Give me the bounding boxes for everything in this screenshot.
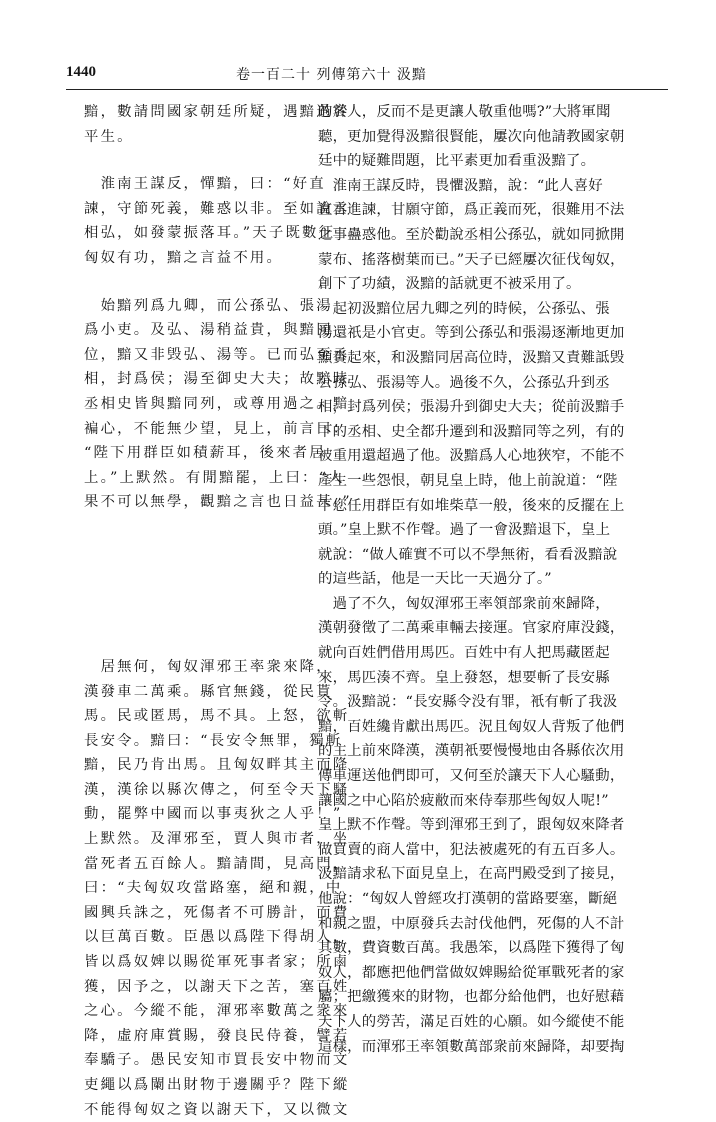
translation-line: 天下人的勞苦，滿足百姓的心願。如今縱使不能 bbox=[318, 1013, 625, 1030]
classical-line: 漢，漢徐以縣次傳之，何至令天下騷 bbox=[84, 781, 350, 798]
classical-line: 曰：“夫匈奴攻當路塞，絕和親，中 bbox=[84, 880, 343, 897]
classical-line: 黯，民乃肯出馬。且匈奴畔其主而降 bbox=[84, 757, 350, 774]
translation-line: 的主上前來降漢，漢朝衹要慢慢地由各縣依次用 bbox=[318, 743, 625, 760]
translation-line: 屬；把繳獲來的財物，也都分給他們，也好慰藉 bbox=[318, 989, 625, 1006]
classical-line: 褊心，不能無少望，見上，前言曰： bbox=[84, 420, 350, 437]
classical-line: 淮南王謀反，憚黯，曰：“好直 bbox=[84, 176, 326, 193]
classical-line: 奉驕子。愚民安知市買長安中物而文 bbox=[84, 1052, 350, 1069]
translation-line: 創下了功績，汲黯的話就更不被采用了。 bbox=[318, 276, 581, 293]
classical-paragraph bbox=[84, 172, 350, 270]
translation-paragraph bbox=[318, 100, 668, 174]
classical-line: 當死者五百餘人。黯請間，見高門， bbox=[84, 855, 350, 872]
classical-line: 皆以爲奴婢以賜從軍死事者家；所鹵 bbox=[84, 954, 350, 971]
translation-paragraph bbox=[318, 592, 668, 1059]
translation-paragraph bbox=[318, 174, 668, 297]
translation-line: 奴人，都應把他們當做奴婢賜給從軍戰死者的家 bbox=[318, 964, 625, 981]
classical-line: 獲，因予之，以謝天下之苦，塞百姓 bbox=[84, 978, 350, 995]
translation-line: 直言進諫，甘願守節，爲正義而死，很難用不法 bbox=[318, 202, 625, 219]
translation-line: 就說：“做人確實不可以不學無術，看看汲黯說 bbox=[318, 546, 618, 563]
classical-line: 丞相史皆與黯同列，或尊用過之。黯 bbox=[84, 395, 350, 412]
translation-line: 廷中的疑難問題，比平素更加看重汲黯了。 bbox=[318, 153, 596, 170]
translation-paragraph bbox=[318, 297, 668, 592]
classical-line: 匈奴有功，黯之言益不用。 bbox=[84, 249, 284, 266]
translation-line: 做買賣的商人當中，犯法被處死的有五百多人。 bbox=[318, 841, 625, 858]
translation-line: 頭。”皇上默不作聲。過了一會汲黯退下，皇上 bbox=[318, 522, 611, 539]
classical-line: 長安令。黯曰：“長安令無罪，獨斬 bbox=[84, 732, 343, 749]
classical-line: 相，封爲侯；湯至御史大夫；故黯時 bbox=[84, 371, 350, 388]
translation-line: 被重用還超過了他。汲黯爲人心地狹窄，不能不 bbox=[318, 448, 625, 465]
translation-line: 就向百姓們借用馬匹。百姓中有人把馬藏匿起 bbox=[318, 645, 610, 662]
classical-line: 位，黯又非毁弘、湯等。已而弘至丞 bbox=[84, 346, 350, 363]
classical-line: 國興兵誅之，死傷者不可勝計，而費 bbox=[84, 904, 350, 921]
translation-line: 這樣，而渾邪王率領數萬部衆前來歸降，却要掏 bbox=[318, 1038, 625, 1055]
classical-line: 平生。 bbox=[84, 128, 134, 145]
classical-line: 之心。今縱不能，渾邪率數萬之衆來 bbox=[84, 1003, 350, 1020]
running-head: 卷一百二十 列傳第六十 汲黯 bbox=[236, 67, 427, 83]
classical-paragraph bbox=[84, 100, 350, 149]
translation-line: 傳車運送他們即可，又何至於讓天下人心騷動， bbox=[318, 768, 625, 785]
translation-line: 相，封爲列侯；張湯升到御史大夫；從前汲黯手 bbox=[318, 399, 625, 416]
translation-line: 汲黯請求私下面見皇上，在高門殿受到了接見， bbox=[318, 866, 625, 883]
classical-line: 不能得匈奴之資以謝天下，又以微文 bbox=[84, 1101, 350, 1118]
classical-line: 漢發車二萬乘。縣官無錢，從民貰 bbox=[84, 683, 333, 700]
translation-line: 其數，費資數百萬。我愚笨，以爲陛下獲得了匈 bbox=[318, 940, 625, 957]
classical-line: 上。”上默然。有閒黯罷，上曰：“人 bbox=[84, 469, 345, 486]
classical-line: “陛下用群臣如積薪耳，後來者居 bbox=[84, 445, 326, 462]
classical-paragraph bbox=[84, 655, 350, 1122]
classical-line: 爲小吏。及弘、湯稍益貴，與黯同 bbox=[84, 322, 333, 339]
page-header bbox=[66, 62, 668, 88]
classical-line: 果不可以無學，觀黯之言也日益甚。” bbox=[84, 494, 352, 511]
translation-line: 之事蠱惑他。至於勸說丞相公孫弘，就如同掀開 bbox=[318, 226, 625, 243]
translation-line: 令。汲黯説：“長安縣令没有罪，衹有斬了我汲 bbox=[318, 694, 618, 711]
classical-line: 居無何，匈奴渾邪王率衆來降， bbox=[84, 658, 333, 675]
translation-line: 淮南王謀反時，畏懼汲黯，說：“此人喜好 bbox=[318, 177, 603, 194]
classical-text-column bbox=[84, 100, 352, 1122]
translation-line: 起初汲黯位居九卿之列的時候，公孫弘、張 bbox=[318, 300, 610, 317]
translation-line: 蒙布、搖落樹葉而已。”天子已經屢次征伐匈奴， bbox=[318, 251, 625, 268]
translation-line: 產生一些怨恨，朝見皇上時，他上前說道：“陛 bbox=[318, 472, 618, 489]
translation-line: 黯，百姓纔肯獻出馬匹。況且匈奴人背叛了他們 bbox=[318, 718, 625, 735]
translation-line: 湯還祇是小官吏。等到公孫弘和張湯逐漸地更加 bbox=[318, 325, 625, 342]
header-rule bbox=[66, 89, 668, 90]
translation-line: 讓國之中心陷於疲敝而來侍奉那些匈奴人呢!” bbox=[318, 792, 609, 809]
translation-line: 過了不久，匈奴渾邪王率領部衆前來歸降， bbox=[318, 595, 610, 612]
translation-line: 他說：“匈奴人曾經攻打漢朝的當路要塞，斷絕 bbox=[318, 891, 618, 907]
translation-line: 來，馬匹湊不齊。皇上發怒，想要斬了長安縣 bbox=[318, 669, 610, 686]
translation-line: 公孫弘、張湯等人。過後不久，公孫弘升到丞 bbox=[318, 374, 610, 391]
classical-paragraph bbox=[84, 294, 352, 515]
classical-line: 吏繩以爲闌出財物于邊關乎？陛下縱 bbox=[84, 1077, 350, 1093]
classical-line: 馬。民或匿馬，馬不具。上怒，欲斬 bbox=[84, 708, 350, 725]
classical-line: 黯，數請問國家朝廷所疑，遇黯過於 bbox=[84, 104, 350, 120]
translation-line: 的這些話，他是一天比一天過分了。” bbox=[318, 571, 552, 588]
page-number: 1440 bbox=[66, 64, 96, 80]
classical-line: 動，罷弊中國而以事夷狄之人乎！” bbox=[84, 806, 343, 823]
translation-line: 的客人，反而不是更讓人敬重他嗎?”大將軍聞 bbox=[318, 104, 611, 120]
translation-line: 顯貴起來，和汲黯同居高位時，汲黯又責難詆毁 bbox=[318, 349, 625, 366]
translation-line: 聽，更加覺得汲黯很賢能，屢次向他請教國家朝 bbox=[318, 128, 625, 145]
translation-line: 下的丞相、史全都升遷到和汲黯同等之列，有的 bbox=[318, 423, 625, 440]
classical-line: 始黯列爲九卿，而公孫弘、張湯 bbox=[84, 297, 333, 314]
translation-column bbox=[318, 100, 668, 1059]
classical-line: 上默然。及渾邪至，賈人與市者，坐 bbox=[84, 831, 350, 848]
classical-line: 相弘，如發蒙振落耳。”天子既數征 bbox=[84, 225, 336, 242]
translation-line: 皇上默不作聲。等到渾邪王到了，跟匈奴來降者 bbox=[318, 817, 625, 834]
classical-line: 以巨萬百數。臣愚以爲陛下得胡人， bbox=[84, 929, 350, 946]
classical-line: 諫，守節死義，難惑以非。至如說丞 bbox=[84, 200, 350, 217]
translation-line: 漢朝發徵了二萬乘車輛去接運。官家府庫没錢， bbox=[318, 620, 625, 637]
classical-line: 降，虛府庫賞賜，發良民侍養，譬若 bbox=[84, 1027, 350, 1044]
translation-line: 下您任用群臣有如堆柴草一般，後來的反擺在上 bbox=[318, 497, 625, 514]
translation-line: 和親之盟，中原發兵去討伐他們，死傷的人不計 bbox=[318, 915, 625, 932]
